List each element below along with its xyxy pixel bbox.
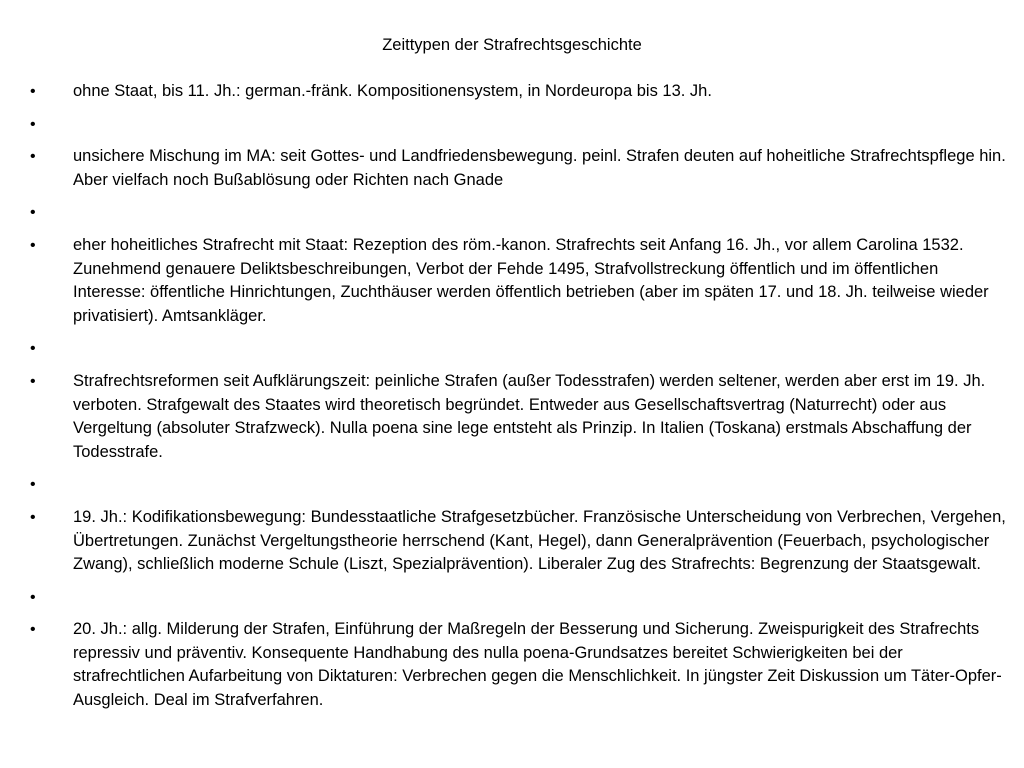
bullet-text: 19. Jh.: Kodifikationsbewegung: Bundesstaatliche Strafgesetzbücher. Französische Unterscheidung von Verbrechen, Vergehen, Übertretungen. Zunächst Vergeltungstheorie herrschend (Kant, Hegel), dann Generalprävention (Feuerbach, psychologischer Zwang), schließlich moderne Schule (Liszt, Spezialprävention). Liberaler Zug des Strafrechts: Begrenzung der Staatsgewalt. [73,507,1006,574]
bullet-text: unsichere Mischung im MA: seit Gottes- und Landfriedensbewegung. peinl. Strafen deuten auf hoheitliche Strafrechtspflege hin. Aber vielfach noch Bußablösung oder Richten nach Gnade [73,147,1006,189]
bullet-item [0,145,1024,192]
bullet-dot: • [30,340,36,358]
bullet-dot: • [30,115,36,133]
bullet-item [0,370,1024,464]
bullet-dot: • [30,148,36,166]
bullet-dot: • [30,236,36,254]
bullet-list [0,80,1024,722]
bullet-dot: • [30,204,36,222]
bullet-item [0,618,1024,712]
bullet-item [0,506,1024,577]
slide-title: Zeittypen der Strafrechtsgeschichte [382,36,642,54]
bullet-item [0,234,1024,328]
bullet-dot: • [30,621,36,639]
bullet-item-empty [0,113,1024,137]
bullet-dot: • [30,508,36,526]
bullet-text: ohne Staat, bis 11. Jh.: german.-fränk. Kompositionensystem, in Nordeuropa bis 13. Jh. [73,82,712,100]
bullet-item-empty [0,473,1024,497]
bullet-text: Strafrechtsreformen seit Aufklärungszeit: peinliche Strafen (außer Todesstrafen) werden seltener, werden aber erst im 19. Jh. verboten. Strafgewalt des Staates wird theoretisch begründet. Entweder aus Gesellschaftsvertrag (Naturrecht) oder aus Vergeltung (absoluter Strafzweck). Nulla poena sine lege entsteht als Prinzip. In Italien (Toskana) erstmals Abschaffung der Todesstrafe. [73,371,986,461]
bullet-dot: • [30,588,36,606]
bullet-dot: • [30,83,36,100]
bullet-text: eher hoheitliches Strafrecht mit Staat: Rezeption des röm.-kanon. Strafrechts seit Anfang 16. Jh., vor allem Carolina 1532. Zunehmend genauere Deliktsbeschreibungen, Verbot der Fehde 1495, Strafvollstreckung öffentlich und im öffentlichen Interesse: öffentliche Hinrichtungen, Zuchthäuser werden öffentlich betrieben (aber im späten 17. und 18. Jh. teilweise wieder privatisiert). Amtsankläger. [73,235,989,325]
bullet-item-empty [0,586,1024,610]
bullet-dot: • [30,372,36,390]
bullet-item-empty [0,201,1024,225]
bullet-text: 20. Jh.: allg. Milderung der Strafen, Einführung der Maßregeln der Besserung und Sicherung. Zweispurigkeit des Strafrechts repressiv und präventiv. Konsequente Handhabung des nulla poena-Grundsatzes bereitet Schwierigkeiten bei der strafrechtlichen Aufarbeitung von Diktaturen: Verbrechen gegen die Menschlichkeit. In jüngster Zeit Diskussion um Täter-Opfer-Ausgleich. Deal im Strafverfahren. [73,620,1002,710]
bullet-dot: • [30,476,36,494]
bullet-item-empty [0,337,1024,361]
bullet-item [0,80,1024,104]
